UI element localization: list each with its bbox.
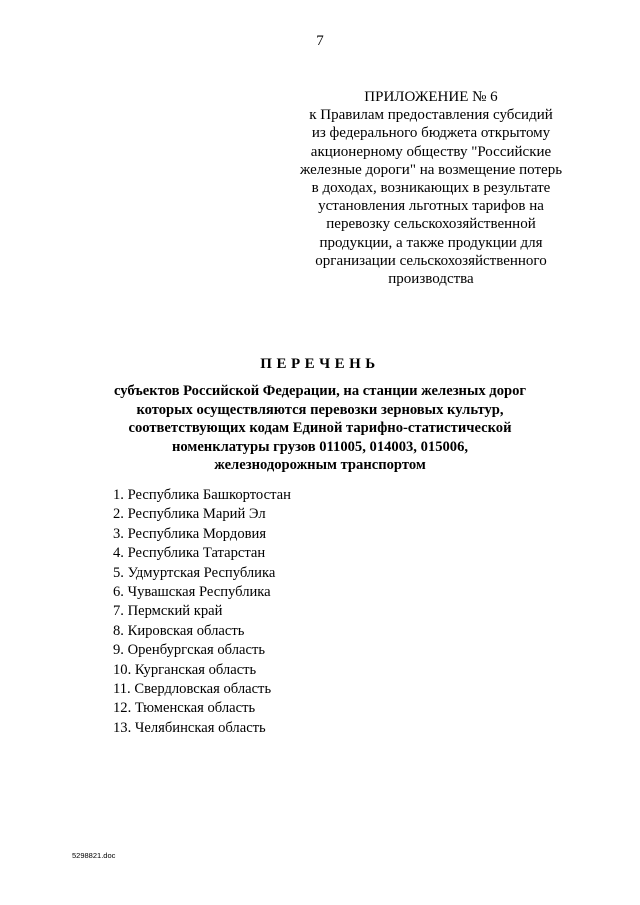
appendix-block	[296, 88, 566, 288]
document-subheading	[90, 382, 550, 475]
appendix-line: из федерального бюджета открытому	[311, 125, 551, 142]
subheading-line: субъектов Российской Федерации, на станции железных дорог	[113, 383, 527, 399]
list-item: 3. Республика Мордовия	[113, 525, 267, 542]
subheading-line: которых осуществляются перевозки зерновых культур,	[136, 401, 504, 418]
list-item: 6. Чувашская Республика	[113, 584, 271, 601]
appendix-line: к Правилам предоставления субсидий	[309, 107, 553, 124]
appendix-title: ПРИЛОЖЕНИЕ № 6	[364, 89, 498, 105]
subheading-line: номенклатуры грузов 011005, 014003, 015006,	[171, 438, 469, 455]
list-item: 9. Оренбургская область	[113, 642, 265, 659]
list-item: 5. Удмуртская Республика	[113, 564, 276, 581]
list-item: 2. Республика Марий Эл	[113, 506, 266, 523]
list-item: 7. Пермский край	[113, 603, 223, 620]
list-item: 11. Свердловская область	[113, 681, 272, 698]
list-item: 8. Кировская область	[113, 622, 245, 639]
list-item: 10. Курганская область	[113, 661, 257, 678]
appendix-line: в доходах, возникающих в результате	[311, 180, 551, 197]
list-item: 12. Тюменская область	[113, 700, 256, 717]
appendix-line: производства	[388, 271, 474, 288]
subheading-line: соответствующих кодам Единой тарифно-статистической	[128, 420, 512, 437]
footer-filename: 5298821.doc	[72, 851, 116, 860]
appendix-line: установления льготных тарифов на	[318, 198, 544, 215]
list-item: 13. Челябинская область	[113, 719, 266, 736]
appendix-line: железные дороги" на возмещение потерь	[299, 161, 563, 178]
page-number: 7	[316, 33, 324, 49]
regions-list	[113, 486, 291, 738]
appendix-line: продукции, а также продукции для	[319, 234, 543, 251]
list-item: 1. Республика Башкортостан	[113, 487, 291, 503]
appendix-line: организации сельскохозяйственного	[315, 252, 547, 269]
appendix-line: акционерному обществу "Российские	[310, 143, 552, 160]
subheading-line: железнодорожным транспортом	[214, 457, 426, 474]
document-heading: ПЕРЕЧЕНЬ	[260, 356, 380, 372]
list-item: 4. Республика Татарстан	[113, 545, 266, 562]
appendix-line: перевозку сельскохозяйственной	[326, 216, 536, 233]
